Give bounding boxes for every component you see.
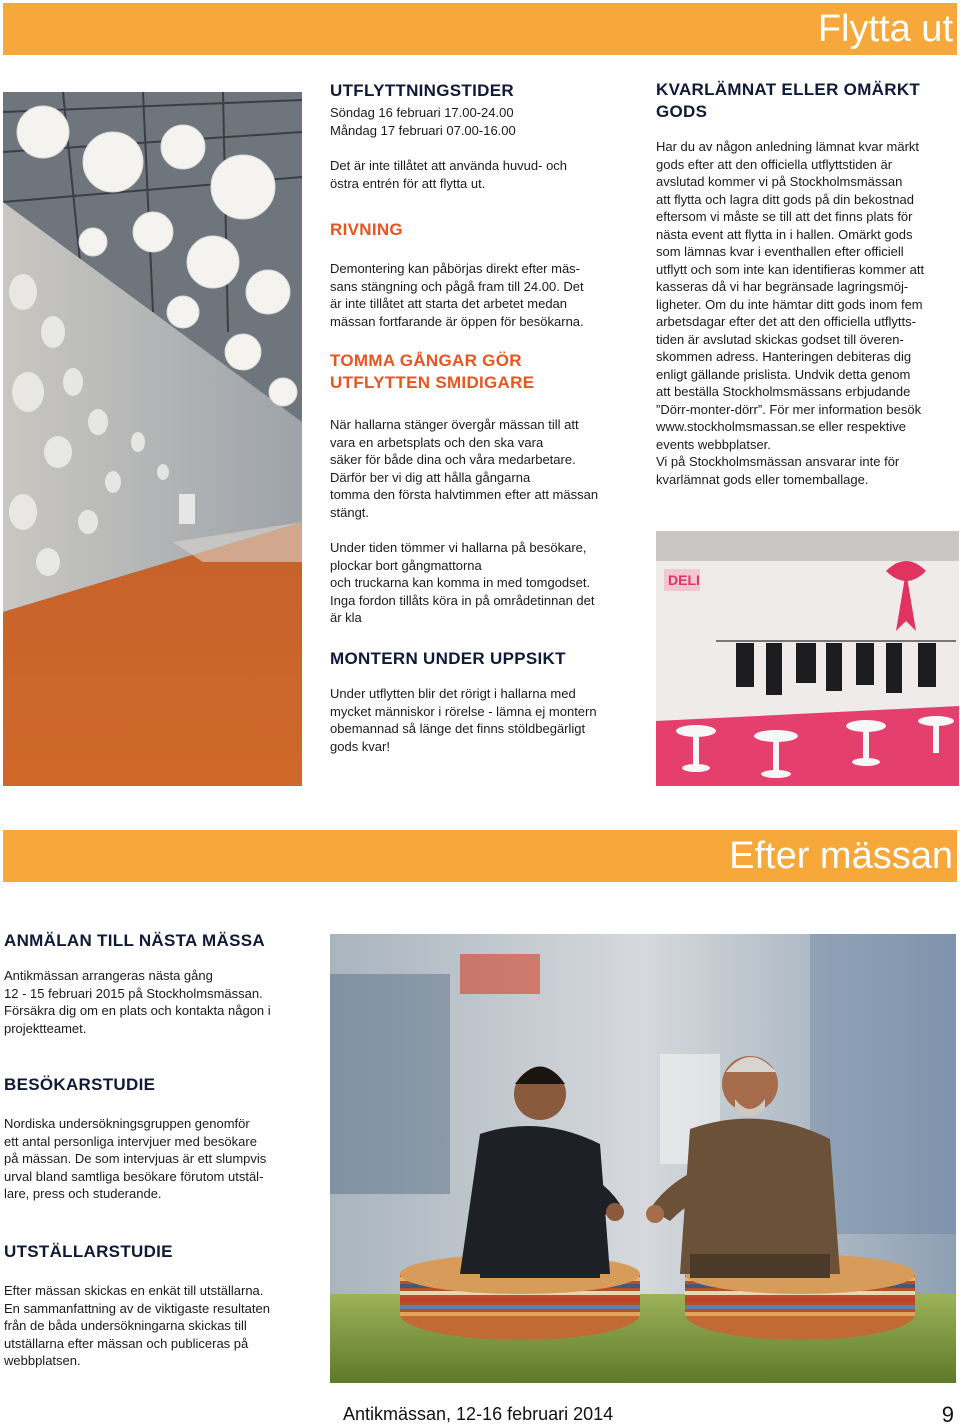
kvarlamnat-body	[656, 138, 960, 488]
section-montern	[330, 648, 635, 755]
besokarstudie-line: ett antal personliga intervjuer med besökare	[4, 1133, 257, 1149]
section-banner-flytta-ut	[3, 3, 957, 55]
montern-line: obemannad så länge det finns stöldbegärligt	[330, 721, 586, 736]
paragraph-line: är kla	[330, 610, 362, 625]
photo-exhibition-booth	[656, 531, 959, 786]
paragraph-line: Inga fordon tillåts köra in på områdetinnan det	[330, 592, 595, 608]
kvarlamnat-line: Vi på Stockholmsmässan ansvarar inte för	[656, 454, 900, 469]
heading-tomma-gangar-2: UTFLYTTEN SMIDIGARE	[330, 373, 535, 392]
paragraph-line: Därför ber vi dig att hålla gångarna	[330, 469, 531, 485]
section-utstallarstudie	[4, 1241, 314, 1370]
utflyttningstider-note	[330, 157, 635, 192]
section-besokarstudie	[4, 1074, 314, 1203]
photo-exhibition-hall	[3, 92, 302, 786]
heading-kvarlamnat-1: KVARLÄMNAT ELLER OMÄRKT	[656, 80, 921, 99]
hall-illustration	[3, 92, 302, 786]
paragraph-line: plockar bort gångmattorna	[330, 557, 482, 573]
montern-line: mycket människor i rörelse - lämna ej montern	[330, 703, 597, 719]
booth-sign-text: DELI	[668, 572, 700, 588]
anmalan-line: Försäkra dig om en plats och kontakta någon i	[4, 1003, 271, 1018]
kvarlamnat-line: utflytt och som inte kan identifieras kommer att	[656, 261, 925, 277]
paragraph-line: säker för både dina och våra medarbetare.	[330, 452, 576, 467]
heading-utflyttningstider: UTFLYTTNINGSTIDER	[330, 81, 514, 100]
booth-illustration	[656, 531, 959, 786]
anmalan-line: Antikmässan arrangeras nästa gång	[4, 968, 213, 983]
time-line-2: Måndag 17 februari 07.00-16.00	[330, 122, 516, 138]
note-line: Det är inte tillåtet att använda huvud- och	[330, 158, 568, 173]
kvarlamnat-line: nästa event att flytta in i hallen. Omärkt gods	[656, 226, 913, 242]
besokarstudie-line: lare, press och studerande.	[4, 1186, 162, 1201]
kvarlamnat-line: eftersom vi måste se till att det finns plats för	[656, 209, 913, 224]
montern-line: gods kvar!	[330, 738, 390, 754]
kvarlamnat-line: ligheter. Om du inte hämtar ditt gods inom fem	[656, 296, 923, 312]
kvarlamnat-line: gods efter att den officiella utflyttstiden är	[656, 156, 893, 172]
kvarlamnat-line: att flytta och lagra ditt gods på din bekostnad	[656, 191, 915, 207]
kvarlamnat-line: kasseras då vi har begränsade lagringsmöj-	[656, 279, 909, 294]
paragraph-line: När hallarna stänger övergår mässan till att	[330, 417, 579, 432]
note-line: östra entrén för att flytta ut.	[330, 175, 486, 191]
montern-line: Under utflytten blir det rörigt i hallarna med	[330, 686, 576, 701]
heading-tomma-gangar-1: TOMMA GÅNGAR GÖR	[330, 351, 522, 370]
kvarlamnat-line: att beställa Stockholmsmässans erbjudande	[656, 384, 911, 399]
heading-montern: MONTERN UNDER UPPSIKT	[330, 649, 566, 668]
men-illustration	[330, 934, 956, 1383]
banner-title: Flytta ut	[817, 8, 953, 50]
besokarstudie-line: Nordiska undersökningsgruppen genomför	[4, 1116, 250, 1131]
heading-utstallarstudie: UTSTÄLLARSTUDIE	[4, 1242, 173, 1261]
page-number: 9	[941, 1402, 954, 1427]
heading-kvarlamnat-2: GODS	[656, 102, 708, 121]
paragraph-line: stängt.	[330, 504, 370, 520]
rivning-line: är inte tillåtet att starta det arbetet medan	[330, 296, 568, 311]
heading-besokarstudie: BESÖKARSTUDIE	[4, 1075, 156, 1094]
banner-title: Efter mässan	[729, 835, 953, 877]
kvarlamnat-line: www.stockholmsmassan.se eller respektive	[656, 419, 906, 434]
section-kvarlamnat	[656, 79, 960, 488]
heading-rivning: RIVNING	[330, 220, 403, 239]
footer-event-text: Antikmässan, 12-16 februari 2014	[343, 1404, 614, 1424]
section-banner-efter-massan	[3, 830, 957, 882]
photo-two-men-talking	[330, 934, 956, 1383]
kvarlamnat-line: som lämnas kvar i eventhallen efter officiell	[656, 244, 904, 259]
kvarlamnat-line: arbetsdagar efter det att den officiella utflytts-	[656, 314, 916, 329]
paragraph-line: tomma den första halvtimmen efter att mässan	[330, 487, 599, 502]
section-rivning	[330, 219, 635, 330]
tomma-gangar-paragraph-2	[330, 539, 635, 627]
tomma-gangar-paragraph-1	[330, 416, 635, 521]
anmalan-line: 12 - 15 februari 2015 på Stockholmsmässan.	[4, 985, 263, 1001]
kvarlamnat-line: avslutad kommer vi på Stockholmsmässan	[656, 174, 903, 189]
section-anmalan	[4, 930, 314, 1037]
besokarstudie-line: på mässan. De som intervjuas är ett slumpvis	[4, 1151, 267, 1166]
section-tomma-gangar	[330, 350, 635, 627]
heading-anmalan: ANMÄLAN TILL NÄSTA MÄSSA	[4, 931, 265, 950]
kvarlamnat-line: ”Dörr-monter-dörr”. För mer information besök	[656, 401, 922, 417]
kvarlamnat-line: skommen adress. Hanteringen debiteras dig	[656, 349, 912, 364]
besokarstudie-line: urval bland samtliga besökare förutom utstäl-	[4, 1168, 264, 1184]
kvarlamnat-line: kvarlämnat gods eller tomemballage.	[656, 471, 869, 487]
paragraph-line: Under tiden tömmer vi hallarna på besökare,	[330, 540, 587, 555]
utstallarstudie-line: Efter mässan skickas en enkät till utställarna.	[4, 1283, 264, 1298]
rivning-line: Demontering kan påbörjas direkt efter mäs-	[330, 261, 581, 276]
utstallarstudie-line: En sammanfattning av de viktigaste resultaten	[4, 1300, 270, 1316]
column-middle	[330, 80, 635, 192]
utflyttningstider-times	[330, 104, 635, 139]
utstallarstudie-line: från de båda undersökningarna skickas till	[4, 1318, 247, 1333]
kvarlamnat-line: tiden är avslutad skickas godset till överen-	[656, 331, 904, 347]
utstallarstudie-line: utställarna efter mässan och publiceras på	[4, 1335, 249, 1351]
rivning-line: mässan fortfarande är öppen för besökarna.	[330, 313, 584, 329]
time-line-1: Söndag 16 februari 17.00-24.00	[330, 105, 514, 120]
paragraph-line: vara en arbetsplats och den ska vara	[330, 434, 544, 450]
utstallarstudie-line: webbplatsen.	[4, 1353, 81, 1368]
paragraph-line: och truckarna kan komma in med tomgodset.	[330, 575, 591, 590]
kvarlamnat-line: events webbplatser.	[656, 436, 771, 452]
kvarlamnat-line: enligt gällande prislista. Undvik detta genom	[656, 366, 911, 382]
anmalan-line: projektteamet.	[4, 1020, 87, 1036]
kvarlamnat-line: Har du av någon anledning lämnat kvar märkt	[656, 139, 920, 154]
rivning-line: sans stängning och pågå fram till 24.00. Det	[330, 278, 584, 294]
